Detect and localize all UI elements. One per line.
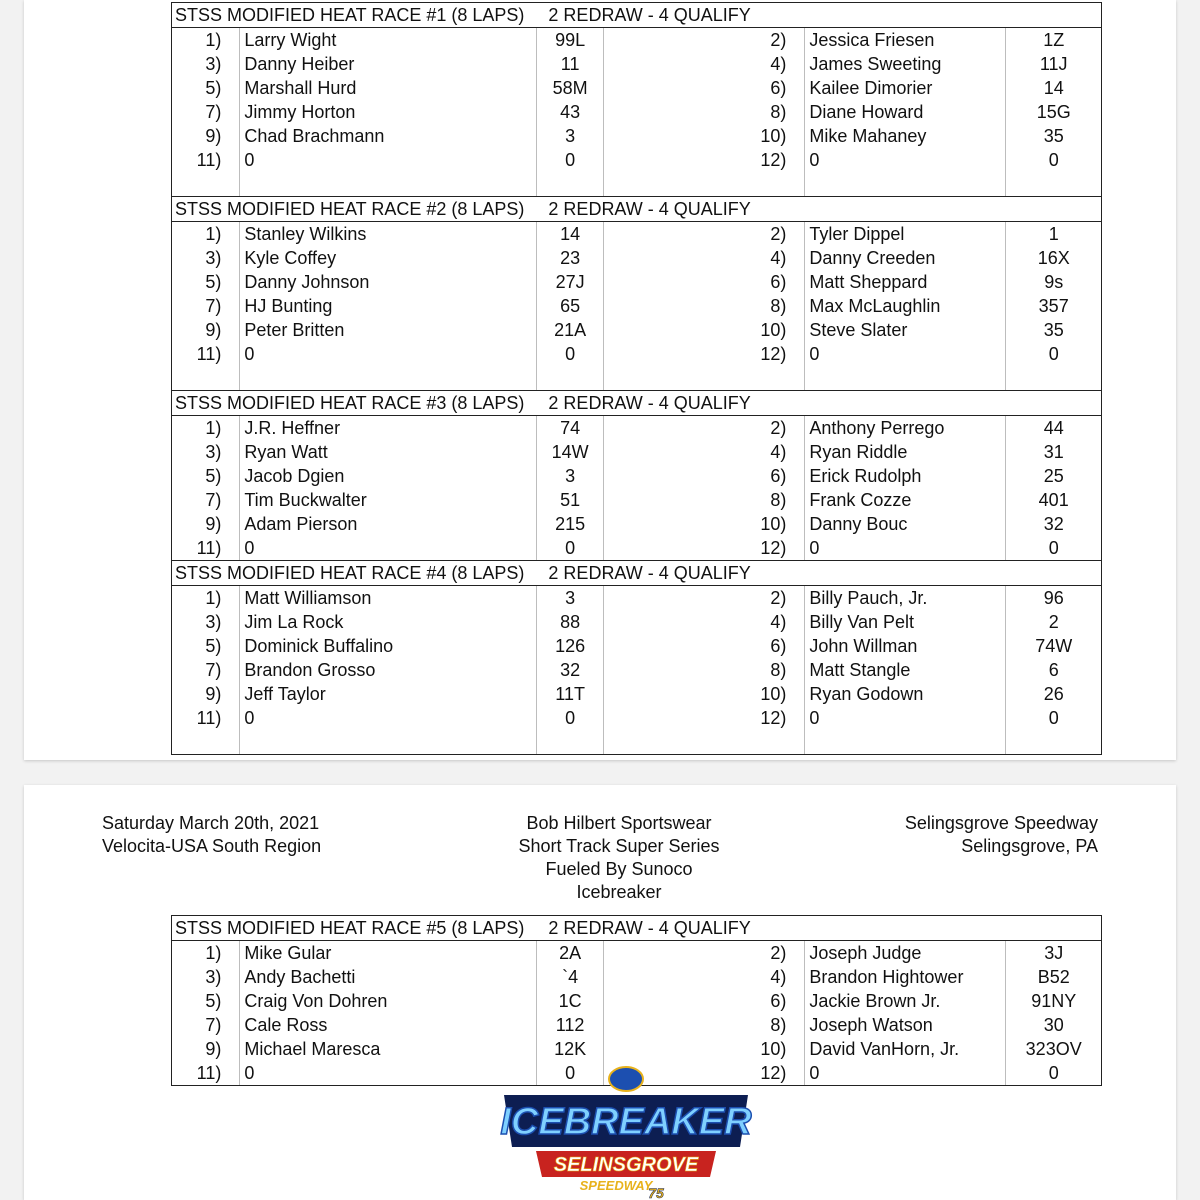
logo-track-text: SELINSGROVE [553,1154,699,1176]
right-driver-name [805,366,1006,391]
right-car-number: 9s [1006,270,1102,294]
right-position: 10) [604,1037,805,1061]
heat-race-4-table [171,560,1102,755]
heat-row [172,28,1102,53]
left-position: 9) [172,1037,240,1061]
left-position: 7) [172,1013,240,1037]
right-driver-name: Jessica Friesen [805,28,1006,53]
right-driver-name: 0 [805,536,1006,561]
left-car-number: 74 [536,416,603,441]
right-position: 4) [604,246,805,270]
right-position: 8) [604,294,805,318]
left-car-number: 3 [536,464,603,488]
heat-row [172,464,1102,488]
left-car-number: 3 [536,586,603,611]
left-position: 5) [172,634,240,658]
heat-title: STSS MODIFIED HEAT RACE #4 (8 LAPS) [175,562,525,583]
right-position [604,366,805,391]
series-badge-icon [609,1067,643,1091]
right-driver-name: 0 [805,148,1006,172]
left-position: 7) [172,488,240,512]
heat-race-1-table [171,2,1102,197]
heat-row [172,148,1102,172]
header-location: Selingsgrove, PA [961,836,1098,856]
right-driver-name: 0 [805,342,1006,366]
right-car-number: 0 [1006,342,1102,366]
heat-title: STSS MODIFIED HEAT RACE #1 (8 LAPS) [175,4,525,25]
right-car-number: 401 [1006,488,1102,512]
left-driver-name: Marshall Hurd [240,76,537,100]
left-car-number: `4 [536,965,603,989]
heat-title-row [172,3,1102,28]
left-car-number: 99L [536,28,603,53]
left-driver-name: Jeff Taylor [240,682,537,706]
right-car-number: 14 [1006,76,1102,100]
right-car-number: 0 [1006,1061,1102,1086]
right-driver-name: Steve Slater [805,318,1006,342]
heat-row [172,536,1102,561]
logo-main-text: ICEBREAKER [500,1101,752,1143]
left-car-number: 11 [536,52,603,76]
right-driver-name: John Willman [805,634,1006,658]
right-driver-name [805,172,1006,197]
right-driver-name: Jackie Brown Jr. [805,989,1006,1013]
left-car-number: 112 [536,1013,603,1037]
left-driver-name: Stanley Wilkins [240,222,537,247]
right-position: 4) [604,965,805,989]
left-position: 5) [172,989,240,1013]
left-car-number: 21A [536,318,603,342]
heat-title-row [172,916,1102,941]
heat-row [172,610,1102,634]
left-position: 9) [172,512,240,536]
right-driver-name: Diane Howard [805,100,1006,124]
left-car-number [536,172,603,197]
header-sponsor: Bob Hilbert Sportswear [526,813,712,833]
left-driver-name: Mike Gular [240,941,537,966]
left-position: 7) [172,100,240,124]
left-driver-name: Jim La Rock [240,610,537,634]
right-position: 6) [604,989,805,1013]
right-driver-name: Danny Creeden [805,246,1006,270]
heat-race-3-table [171,390,1102,561]
right-car-number: 96 [1006,586,1102,611]
left-car-number: 58M [536,76,603,100]
right-car-number: 11J [1006,52,1102,76]
heat-title-row [172,561,1102,586]
right-driver-name: Joseph Watson [805,1013,1006,1037]
right-position: 12) [604,1061,805,1086]
left-car-number: 126 [536,634,603,658]
right-position: 6) [604,464,805,488]
left-car-number [536,730,603,755]
heat-row [172,989,1102,1013]
right-car-number [1006,172,1102,197]
heat-title-row [172,197,1102,222]
heat-row [172,730,1102,755]
right-driver-name: Billy Van Pelt [805,610,1006,634]
right-car-number: 31 [1006,440,1102,464]
left-car-number: 14 [536,222,603,247]
left-position: 11) [172,148,240,172]
left-car-number: 43 [536,100,603,124]
left-driver-name: Ryan Watt [240,440,537,464]
right-position: 10) [604,124,805,148]
right-car-number: 26 [1006,682,1102,706]
right-position: 12) [604,536,805,561]
right-driver-name: Erick Rudolph [805,464,1006,488]
right-car-number: 0 [1006,706,1102,730]
left-position: 7) [172,658,240,682]
left-car-number: 23 [536,246,603,270]
left-driver-name: Jimmy Horton [240,100,537,124]
left-driver-name: Adam Pierson [240,512,537,536]
left-car-number: 0 [536,342,603,366]
header-event-name: Icebreaker [576,882,662,902]
heat-race-2-table [171,196,1102,391]
heat-title: STSS MODIFIED HEAT RACE #5 (8 LAPS) [175,917,525,938]
left-position [172,172,240,197]
left-driver-name [240,730,537,755]
left-car-number: 0 [536,1061,603,1086]
heat-qualify-rule: 2 REDRAW - 4 QUALIFY [548,392,751,413]
heat-title: STSS MODIFIED HEAT RACE #2 (8 LAPS) [175,198,525,219]
left-position: 3) [172,610,240,634]
right-car-number: 6 [1006,658,1102,682]
heat-row [172,76,1102,100]
left-car-number: 0 [536,148,603,172]
left-driver-name [240,366,537,391]
heat-title-row [172,391,1102,416]
header-series: Short Track Super Series [518,836,720,856]
left-car-number: 65 [536,294,603,318]
left-driver-name: Brandon Grosso [240,658,537,682]
left-position: 1) [172,586,240,611]
left-driver-name: Andy Bachetti [240,965,537,989]
heat-row [172,318,1102,342]
right-driver-name: Ryan Godown [805,682,1006,706]
left-position: 11) [172,706,240,730]
left-position: 3) [172,52,240,76]
left-driver-name: Kyle Coffey [240,246,537,270]
right-position [604,730,805,755]
right-driver-name: Matt Stangle [805,658,1006,682]
left-position [172,730,240,755]
right-position: 4) [604,440,805,464]
left-position: 9) [172,318,240,342]
heat-row [172,706,1102,730]
left-driver-name: Tim Buckwalter [240,488,537,512]
right-car-number: 2 [1006,610,1102,634]
left-car-number: 2A [536,941,603,966]
results-sheet-1 [24,0,1176,760]
right-driver-name: Anthony Perrego [805,416,1006,441]
left-driver-name [240,172,537,197]
heat-row [172,416,1102,441]
heat-qualify-rule: 2 REDRAW - 4 QUALIFY [548,4,751,25]
heat-row [172,342,1102,366]
heat-row [172,941,1102,966]
left-driver-name: HJ Bunting [240,294,537,318]
left-car-number: 0 [536,706,603,730]
right-car-number: 3J [1006,941,1102,966]
heat-row [172,222,1102,247]
heat-qualify-rule: 2 REDRAW - 4 QUALIFY [548,562,751,583]
left-car-number: 11T [536,682,603,706]
right-driver-name: Brandon Hightower [805,965,1006,989]
header-venue [905,812,1098,858]
left-position: 9) [172,682,240,706]
right-position: 4) [604,610,805,634]
left-car-number: 27J [536,270,603,294]
left-driver-name: Peter Britten [240,318,537,342]
right-car-number: 323OV [1006,1037,1102,1061]
left-position [172,366,240,391]
left-car-number [536,366,603,391]
right-position: 8) [604,100,805,124]
heat-row [172,294,1102,318]
right-position: 12) [604,342,805,366]
right-driver-name: Kailee Dimorier [805,76,1006,100]
right-car-number: 0 [1006,536,1102,561]
right-driver-name: Joseph Judge [805,941,1006,966]
left-driver-name: 0 [240,148,537,172]
right-car-number: 44 [1006,416,1102,441]
right-car-number: 0 [1006,148,1102,172]
left-position: 11) [172,1061,240,1086]
heat-row [172,965,1102,989]
heat-race-5-table [171,915,1102,1086]
right-position: 2) [604,222,805,247]
left-driver-name: Jacob Dgien [240,464,537,488]
left-position: 1) [172,222,240,247]
heat-row [172,52,1102,76]
left-driver-name: Cale Ross [240,1013,537,1037]
right-driver-name: David VanHorn, Jr. [805,1037,1006,1061]
right-car-number: 91NY [1006,989,1102,1013]
logo-speedway-text: SPEEDWAY [579,1178,653,1193]
heat-row [172,440,1102,464]
left-car-number: 3 [536,124,603,148]
heat-row [172,1037,1102,1061]
left-car-number: 14W [536,440,603,464]
right-car-number: 32 [1006,512,1102,536]
left-driver-name: Dominick Buffalino [240,634,537,658]
left-position: 5) [172,464,240,488]
header-event [444,812,794,904]
left-position: 1) [172,941,240,966]
left-driver-name: 0 [240,536,537,561]
right-position: 10) [604,682,805,706]
left-position: 5) [172,76,240,100]
right-car-number [1006,730,1102,755]
right-car-number: B52 [1006,965,1102,989]
right-car-number: 16X [1006,246,1102,270]
right-position: 2) [604,941,805,966]
right-driver-name: Tyler Dippel [805,222,1006,247]
heat-row [172,246,1102,270]
left-driver-name: Chad Brachmann [240,124,537,148]
left-car-number: 32 [536,658,603,682]
right-position: 12) [604,706,805,730]
left-car-number: 1C [536,989,603,1013]
left-position: 5) [172,270,240,294]
right-car-number: 35 [1006,318,1102,342]
right-driver-name [805,730,1006,755]
header-date: Saturday March 20th, 2021 [102,813,320,833]
icebreaker-selinsgrove-logo [496,1065,756,1200]
right-driver-name: Danny Bouc [805,512,1006,536]
right-position: 6) [604,634,805,658]
right-driver-name: Billy Pauch, Jr. [805,586,1006,611]
left-car-number: 12K [536,1037,603,1061]
left-driver-name: 0 [240,706,537,730]
left-position: 7) [172,294,240,318]
right-position: 2) [604,28,805,53]
header-fuel-sponsor: Fueled By Sunoco [545,859,693,879]
left-car-number: 0 [536,536,603,561]
right-car-number [1006,366,1102,391]
heat-row [172,100,1102,124]
logo-anniversary-badge: 75 [648,1185,664,1200]
left-car-number: 88 [536,610,603,634]
left-position: 1) [172,416,240,441]
header-region: Velocita-USA South Region [102,836,322,856]
right-position: 6) [604,76,805,100]
left-driver-name: 0 [240,342,537,366]
right-car-number: 1Z [1006,28,1102,53]
right-car-number: 30 [1006,1013,1102,1037]
left-car-number: 215 [536,512,603,536]
right-driver-name: Mike Mahaney [805,124,1006,148]
heat-row [172,586,1102,611]
heat-qualify-rule: 2 REDRAW - 4 QUALIFY [548,198,751,219]
left-driver-name: Michael Maresca [240,1037,537,1061]
left-position: 9) [172,124,240,148]
right-position: 12) [604,148,805,172]
right-position: 10) [604,512,805,536]
right-driver-name: 0 [805,706,1006,730]
results-sheet-2 [24,785,1176,1200]
right-driver-name: James Sweeting [805,52,1006,76]
right-position: 2) [604,416,805,441]
right-position: 8) [604,658,805,682]
left-car-number: 51 [536,488,603,512]
heat-row [172,124,1102,148]
left-position: 3) [172,965,240,989]
heat-row [172,366,1102,391]
left-driver-name: J.R. Heffner [240,416,537,441]
left-driver-name: Danny Heiber [240,52,537,76]
left-position: 11) [172,536,240,561]
right-car-number: 74W [1006,634,1102,658]
right-position: 6) [604,270,805,294]
heat-row [172,682,1102,706]
right-position: 8) [604,1013,805,1037]
left-position: 1) [172,28,240,53]
right-car-number: 25 [1006,464,1102,488]
left-position: 3) [172,440,240,464]
right-position: 4) [604,52,805,76]
right-driver-name: 0 [805,1061,1006,1086]
right-driver-name: Max McLaughlin [805,294,1006,318]
heat-row [172,1013,1102,1037]
right-car-number: 1 [1006,222,1102,247]
right-car-number: 35 [1006,124,1102,148]
left-driver-name: 0 [240,1061,537,1086]
left-driver-name: Danny Johnson [240,270,537,294]
heat-row [172,634,1102,658]
left-driver-name: Craig Von Dohren [240,989,537,1013]
right-car-number: 357 [1006,294,1102,318]
left-driver-name: Larry Wight [240,28,537,53]
right-position [604,172,805,197]
heat-row [172,658,1102,682]
right-position: 2) [604,586,805,611]
right-position: 8) [604,488,805,512]
heat-row [172,270,1102,294]
left-position: 3) [172,246,240,270]
right-driver-name: Frank Cozze [805,488,1006,512]
header-date-region [102,812,321,858]
right-driver-name: Ryan Riddle [805,440,1006,464]
heat-qualify-rule: 2 REDRAW - 4 QUALIFY [548,917,751,938]
heat-title: STSS MODIFIED HEAT RACE #3 (8 LAPS) [175,392,525,413]
header-track: Selingsgrove Speedway [904,813,1098,833]
left-driver-name: Matt Williamson [240,586,537,611]
right-driver-name: Matt Sheppard [805,270,1006,294]
heat-row [172,512,1102,536]
heat-row [172,172,1102,197]
heat-row [172,488,1102,512]
right-car-number: 15G [1006,100,1102,124]
left-position: 11) [172,342,240,366]
right-position: 10) [604,318,805,342]
